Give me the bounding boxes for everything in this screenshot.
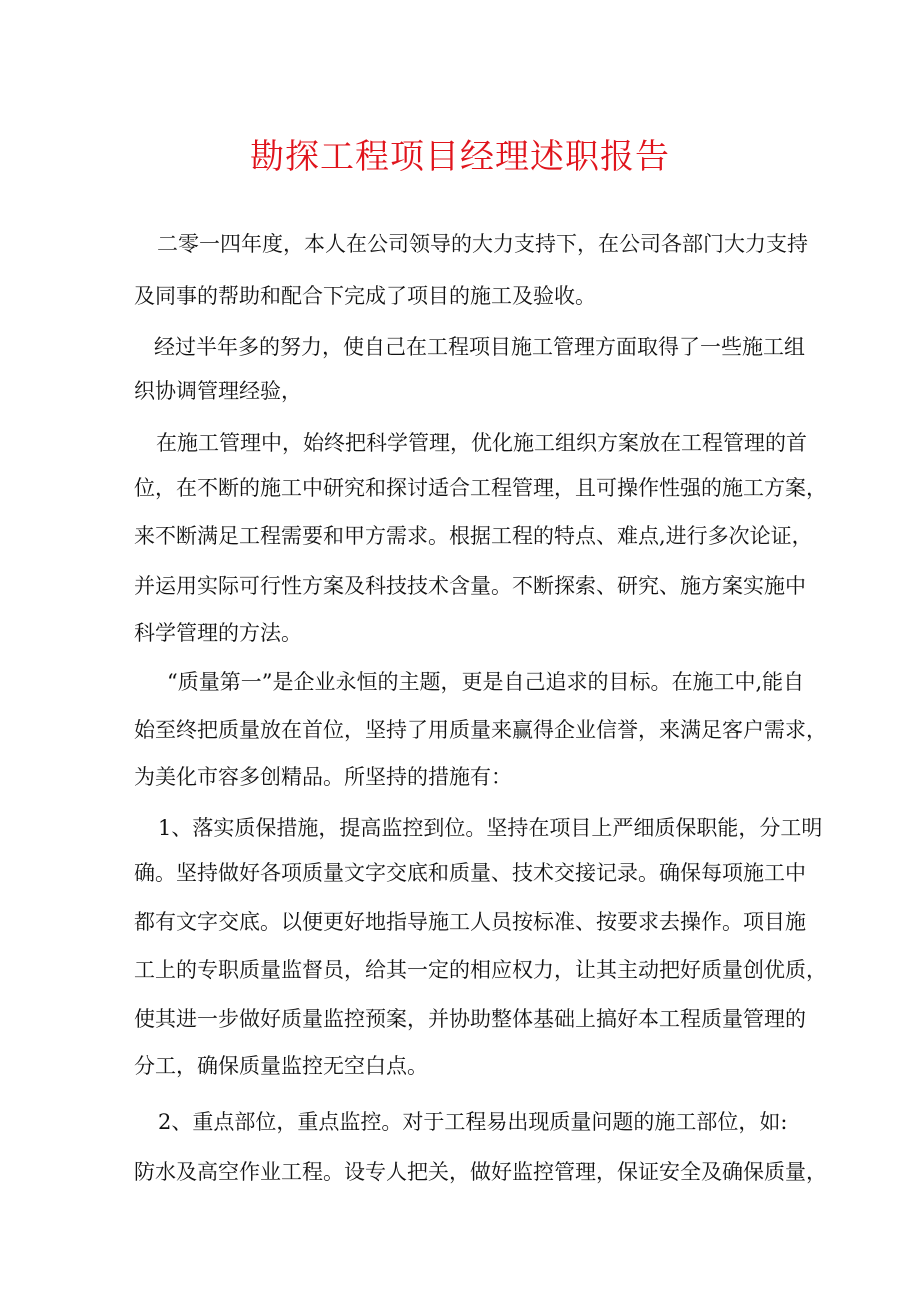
paragraph-line: 分工，确保质量监控无空白点。	[134, 1054, 428, 1078]
paragraph-line: “质量第一”是企业永恒的主题，更是自己追求的目标。在施工中,能自	[167, 670, 805, 694]
paragraph-line: 始至终把质量放在首位，坚持了用质量来赢得企业信誉，来满足客户需求，	[134, 718, 827, 742]
paragraph-line: 使其进一步做好质量监控预案，并协助整体基础上搞好本工程质量管理的	[134, 1007, 806, 1031]
paragraph-line: 都有文字交底。以便更好地指导施工人员按标准、按要求去操作。项目施	[134, 910, 806, 934]
document-title: 勘探工程项目经理述职报告	[250, 137, 670, 177]
paragraph-line: 二零一四年度，本人在公司领导的大力支持下，在公司各部门大力支持	[157, 232, 808, 256]
paragraph-line: 并运用实际可行性方案及科技技术含量。不断探索、研究、施方案实施中	[134, 574, 806, 598]
paragraph-line: 来不断满足工程需要和甲方需求。根据工程的特点、难点,进行多次论证，	[134, 524, 813, 548]
paragraph-line: 及同事的帮助和配合下完成了项目的施工及验收。	[134, 284, 596, 308]
paragraph-line: 为美化市容多创精品。所坚持的措施有：	[134, 765, 512, 789]
paragraph-line: 在施工管理中，始终把科学管理，优化施工组织方案放在工程管理的首	[156, 431, 807, 455]
paragraph-line: 位，在不断的施工中研究和探讨适合工程管理，且可操作性强的施工方案，	[134, 476, 827, 500]
paragraph-line: 2、重点部位，重点监控。对于工程易出现质量问题的施工部位，如:	[158, 1110, 788, 1134]
paragraph-line: 1、落实质保措施，提高监控到位。坚持在项目上严细质保职能，分工明	[158, 816, 823, 840]
paragraph-line: 确。坚持做好各项质量文字交底和质量、技术交接记录。确保每项施工中	[134, 861, 806, 885]
paragraph-line: 科学管理的方法。	[134, 621, 302, 645]
paragraph-line: 织协调管理经验，	[134, 379, 302, 403]
paragraph-line: 防水及高空作业工程。设专人把关，做好监控管理，保证安全及确保质量，	[134, 1160, 827, 1184]
paragraph-line: 经过半年多的努力，使自己在工程项目施工管理方面取得了一些施工组	[154, 335, 805, 359]
paragraph-line: 工上的专职质量监督员，给其一定的相应权力，让其主动把好质量创优质，	[134, 958, 827, 982]
